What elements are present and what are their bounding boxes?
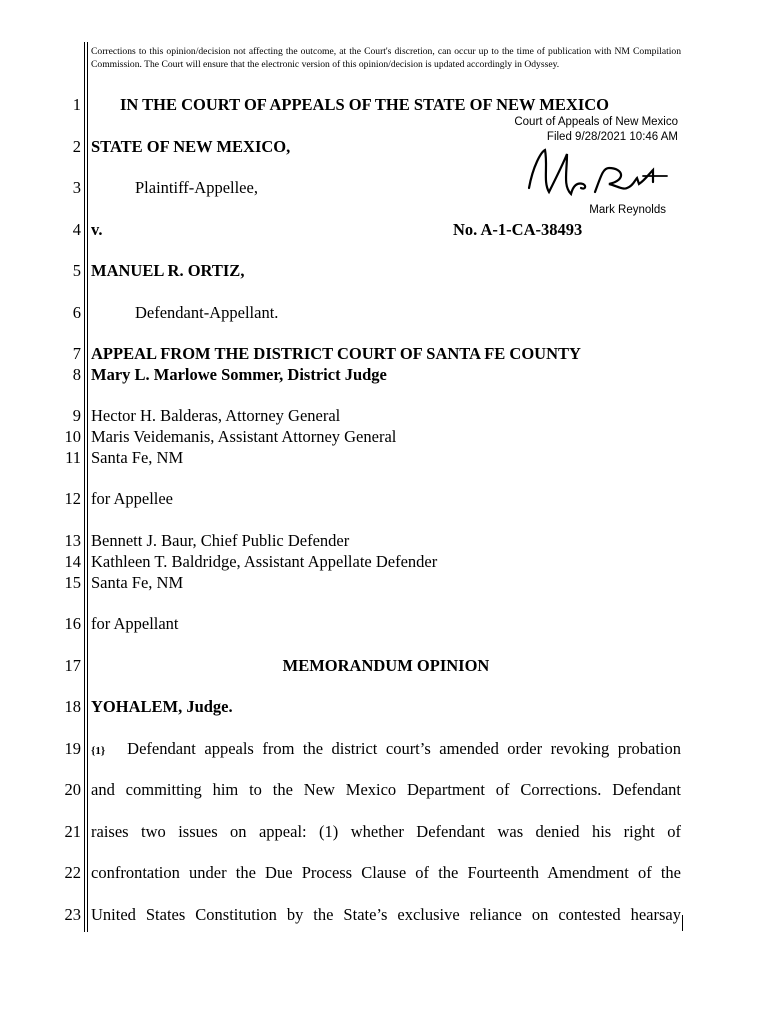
line-number: 6	[72, 303, 81, 322]
for-appellant: for Appellant	[91, 614, 179, 633]
defendant-name: MANUEL R. ORTIZ,	[91, 261, 245, 280]
appellant-counsel-line: Kathleen T. Baldridge, Assistant Appellate Defender	[91, 552, 438, 571]
line-number: 19	[64, 739, 81, 758]
line-number: 11	[65, 448, 81, 467]
body-line-3: raises two issues on appeal: (1) whether Defendant was denied his right of	[91, 822, 681, 841]
appellant-counsel-line: Santa Fe, NM	[91, 573, 184, 592]
body-line-1	[91, 739, 681, 761]
body-line-5: United States Constitution by the State’s exclusive reliance on contested hearsay	[91, 905, 681, 924]
district-judge: Mary L. Marlowe Sommer, District Judge	[91, 365, 387, 384]
line-number: 12	[64, 489, 81, 508]
filing-stamp-date: Filed 9/28/2021 10:46 AM	[546, 131, 678, 143]
line-number: 10	[64, 427, 81, 446]
corrections-notice: Corrections to this opinion/decision not affecting the outcome, at the Court's discretion, can occur up to the time of publication with NM Compilation Commission. The Court will ensure that the electronic version of this opinion/decision is updated accordingly in Odyssey.	[91, 46, 681, 70]
body-line-2: and committing him to the New Mexico Department of Corrections. Defendant	[91, 780, 681, 799]
plaintiff-name: STATE OF NEW MEXICO,	[91, 137, 291, 156]
filing-stamp-clerk: Mark Reynolds	[589, 204, 666, 216]
left-margin-rule-inner	[87, 42, 88, 932]
line-number: 16	[64, 614, 81, 633]
filing-stamp-court: Court of Appeals of New Mexico	[514, 116, 678, 128]
line-number: 1	[72, 95, 81, 114]
line-number: 3	[72, 178, 81, 197]
appellee-counsel-line: Maris Veidemanis, Assistant Attorney General	[91, 427, 397, 446]
line-number: 18	[64, 697, 81, 716]
line-number: 22	[64, 863, 81, 882]
body-line-4: confrontation under the Due Process Clause of the Fourteenth Amendment of the	[91, 863, 681, 882]
line-number: 9	[72, 406, 81, 425]
line-number: 15	[64, 573, 81, 592]
appellant-counsel-line: Bennett J. Baur, Chief Public Defender	[91, 531, 350, 550]
line-number: 7	[72, 344, 81, 363]
plaintiff-role: Plaintiff-Appellee,	[135, 178, 258, 197]
appeal-from: APPEAL FROM THE DISTRICT COURT OF SANTA FE COUNTY	[91, 344, 581, 363]
line-number: 20	[64, 780, 81, 799]
for-appellee: for Appellee	[91, 489, 174, 508]
opinion-author: YOHALEM, Judge.	[91, 697, 233, 716]
opinion-heading: MEMORANDUM OPINION	[282, 656, 490, 675]
line-number: 5	[72, 261, 81, 280]
left-margin-rule-outer	[84, 42, 85, 932]
line-number: 23	[64, 905, 81, 924]
case-number: No. A-1-CA-38493	[453, 220, 583, 239]
line-number: 2	[72, 137, 81, 156]
line-number: 13	[64, 531, 81, 550]
versus: v.	[91, 220, 103, 239]
right-margin-mark	[682, 915, 683, 931]
appellee-counsel-line: Santa Fe, NM	[91, 448, 184, 467]
clerk-signature-icon	[523, 146, 671, 208]
court-title: IN THE COURT OF APPEALS OF THE STATE OF NEW MEXICO	[120, 95, 610, 114]
body-text: Defendant appeals from the district court’s amended order revoking probation	[127, 739, 681, 758]
line-number: 21	[64, 822, 81, 841]
paragraph-marker: {1}	[91, 745, 106, 757]
appellee-counsel-line: Hector H. Balderas, Attorney General	[91, 406, 341, 425]
line-number: 14	[64, 552, 81, 571]
defendant-role: Defendant-Appellant.	[135, 303, 279, 322]
line-number: 17	[64, 656, 81, 675]
line-number: 4	[72, 220, 81, 239]
line-number: 8	[72, 365, 81, 384]
